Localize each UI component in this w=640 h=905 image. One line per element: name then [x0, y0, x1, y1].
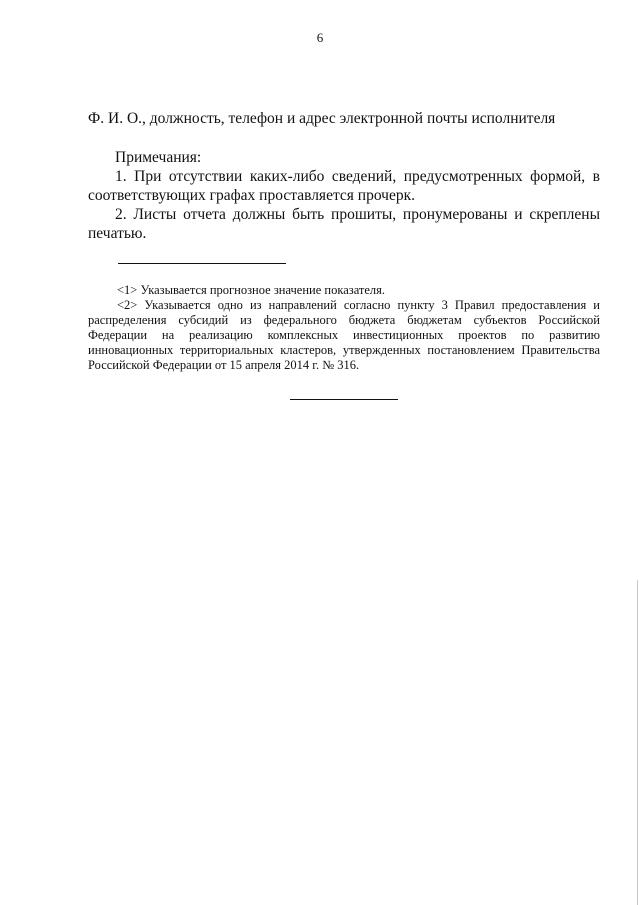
footnotes-section — [88, 283, 600, 373]
notes-section — [88, 148, 600, 243]
footnote-item: <2> Указывается одно из направлений согласно пункту 3 Правил предоставления и распределения субсидий из федерального бюджета бюджетам субъектов Российской Федерации на реализацию комплексных инвестиционных проектов по развитию инновационных территориальных кластеров, утвержденных постановлением Правительства Российской Федерации от 15 апреля 2014 г. № 316. — [88, 298, 600, 372]
scan-edge-line — [637, 580, 638, 905]
end-of-document-rule — [290, 399, 398, 400]
footnote-separator — [118, 263, 286, 264]
note-item: 2. Листы отчета должны быть прошиты, пронумерованы и скреплены печатью. — [88, 206, 600, 242]
footnote-item: <1> Указывается прогнозное значение показателя. — [117, 283, 386, 297]
note-item: 1. При отсутствии каких-либо сведений, предусмотренных формой, в соответствующих графах проставляется прочерк. — [88, 168, 600, 204]
executor-info-label: Ф. И. О., должность, телефон и адрес электронной почты исполнителя — [88, 110, 556, 127]
page-number: 6 — [316, 30, 324, 45]
notes-title: Примечания: — [115, 149, 202, 166]
